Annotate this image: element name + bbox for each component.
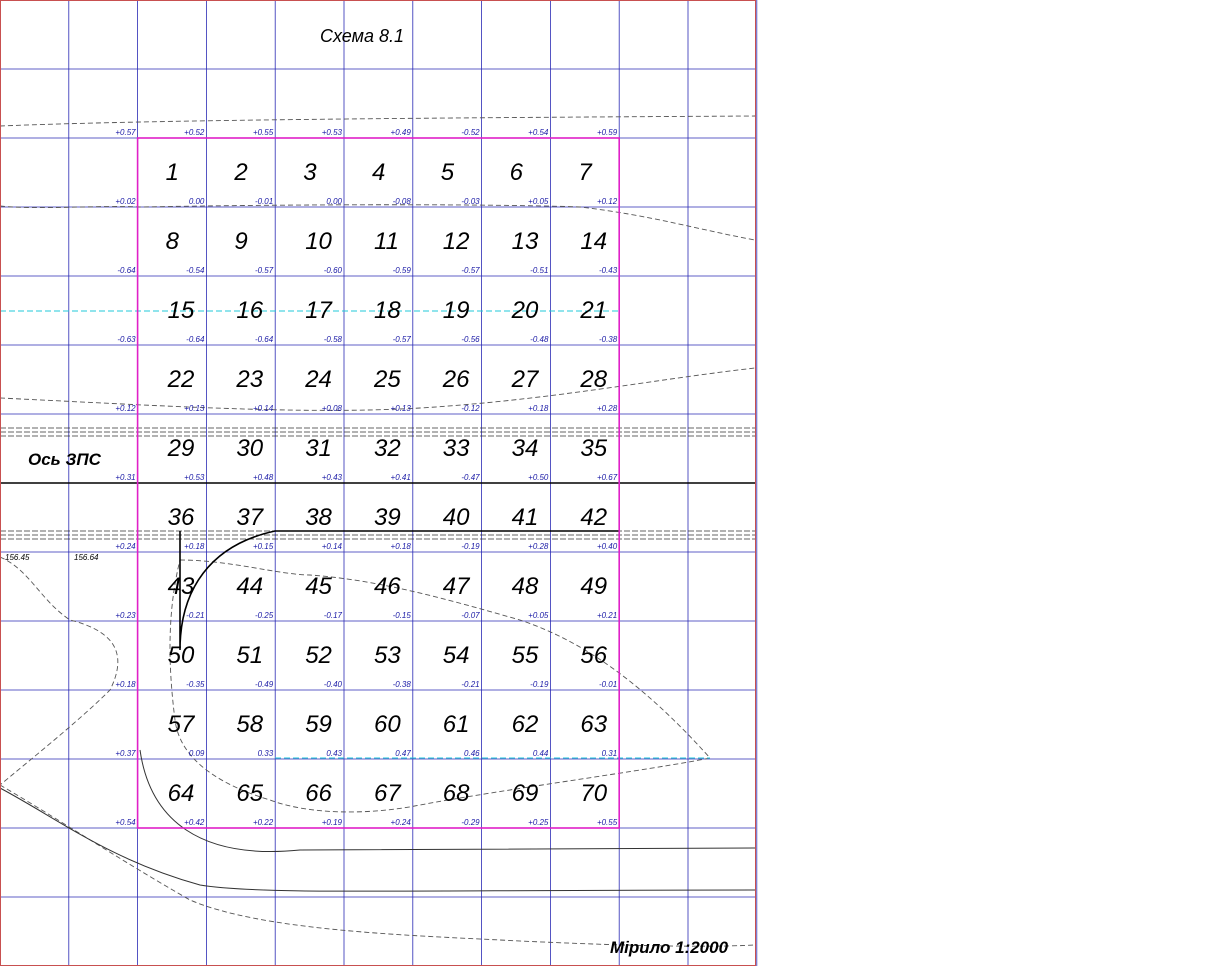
cell-number: 5	[440, 159, 455, 186]
cell-number: 38	[305, 504, 332, 531]
cell-number: 49	[580, 573, 608, 600]
cell-number: 35	[580, 435, 608, 462]
elevation-label: 0.00	[326, 197, 342, 206]
cell-number: 62	[511, 711, 539, 738]
elevation-label: -0.64	[117, 266, 136, 275]
elevation-label: -0.52	[461, 128, 480, 137]
cell-number: 24	[305, 366, 332, 393]
elevation-label: -0.57	[254, 266, 274, 275]
elevation-label: -0.40	[323, 680, 342, 689]
elevation-label: -0.15	[392, 611, 411, 620]
cell-number: 12	[442, 228, 470, 255]
elevation-label: -0.54	[186, 266, 205, 275]
cell-number: 39	[374, 504, 401, 531]
elevation-label: +0.55	[596, 818, 618, 827]
elevation-label: -0.64	[254, 335, 274, 344]
elevation-label: +0.12	[115, 404, 136, 413]
cell-number: 56	[580, 642, 608, 669]
cell-number: 60	[374, 711, 401, 738]
cell-number: 32	[374, 435, 401, 462]
cell-number: 31	[305, 435, 332, 462]
elevation-label: +0.52	[184, 128, 205, 137]
cell-number: 28	[580, 366, 608, 393]
cell-number: 27	[511, 366, 539, 393]
elevation-label: +0.18	[390, 542, 411, 551]
elevation-label: -0.38	[598, 335, 618, 344]
cell-number: 25	[374, 366, 401, 393]
cell-number: 47	[442, 573, 470, 600]
cell-number: 7	[578, 159, 592, 186]
cell-number: 2	[234, 159, 248, 186]
elevation-label: +0.24	[115, 542, 136, 551]
cell-number: 29	[167, 435, 195, 462]
benchmark-label: 156.64	[74, 553, 99, 562]
cell-number: 66	[305, 780, 332, 807]
cell-number: 14	[580, 228, 608, 255]
elevation-label: -0.12	[461, 404, 480, 413]
elevation-label: 0.31	[601, 749, 618, 758]
elevation-label: +0.08	[321, 404, 342, 413]
cell-number: 55	[511, 642, 539, 669]
elevation-label: +0.28	[596, 404, 618, 413]
cell-number: 48	[511, 573, 539, 600]
elevation-label: +0.67	[596, 473, 618, 482]
elevation-label: -0.51	[530, 266, 549, 275]
cell-number: 23	[236, 366, 264, 393]
cell-number: 64	[167, 780, 195, 807]
cell-number: 20	[511, 297, 539, 324]
elevation-label: +0.28	[528, 542, 549, 551]
elevation-label: -0.07	[461, 611, 480, 620]
cell-number: 30	[236, 435, 264, 462]
elevation-label: -0.56	[461, 335, 480, 344]
elevation-label: -0.57	[392, 335, 411, 344]
elevation-label: +0.54	[115, 818, 136, 827]
cell-number: 61	[442, 711, 470, 738]
elevation-label: +0.55	[252, 128, 274, 137]
elevation-label: +0.19	[321, 818, 342, 827]
elevation-label: +0.31	[115, 473, 136, 482]
elevation-label: -0.49	[254, 680, 274, 689]
contour-line	[0, 785, 755, 946]
cell-number: 1	[165, 159, 179, 186]
elevation-label: -0.60	[323, 266, 342, 275]
elevation-label: +0.18	[115, 680, 136, 689]
cell-number: 46	[374, 573, 401, 600]
diagram-title: Схема 8.1	[320, 26, 404, 46]
cell-number: 53	[374, 642, 401, 669]
elevation-label: -0.63	[117, 335, 136, 344]
elevation-label: 0.43	[326, 749, 342, 758]
cell-number: 69	[511, 780, 539, 807]
elevation-label: 0.09	[188, 749, 205, 758]
elevation-label: +0.18	[184, 542, 205, 551]
cell-number: 67	[374, 780, 401, 807]
elevation-label: -0.03	[461, 197, 480, 206]
elevation-label: +0.15	[252, 542, 274, 551]
elevation-label: +0.24	[390, 818, 411, 827]
cell-number: 4	[372, 159, 386, 186]
cell-number: 37	[236, 504, 264, 531]
cell-number: 19	[442, 297, 470, 324]
cell-number: 11	[374, 228, 399, 255]
elevation-label: +0.57	[115, 128, 136, 137]
cell-number: 40	[442, 504, 470, 531]
elevation-label: +0.40	[596, 542, 618, 551]
cell-number: 16	[236, 297, 264, 324]
elevation-label: -0.21	[461, 680, 480, 689]
elevation-label: -0.01	[254, 197, 274, 206]
benchmark-label: 156.45	[5, 553, 30, 562]
elevation-label: +0.50	[528, 473, 549, 482]
elevation-label: +0.25	[528, 818, 549, 827]
cell-number: 43	[167, 573, 195, 600]
elevation-label: +0.05	[528, 611, 549, 620]
runway-axis-label: Ось ЗПС	[28, 450, 101, 469]
elevation-label: +0.18	[528, 404, 549, 413]
elevation-label: +0.13	[390, 404, 411, 413]
elevation-label: +0.14	[252, 404, 274, 413]
cell-number: 52	[305, 642, 332, 669]
cell-number: 58	[236, 711, 264, 738]
elevation-label: +0.21	[596, 611, 618, 620]
elevation-label: +0.49	[390, 128, 411, 137]
elevation-label: -0.58	[323, 335, 342, 344]
elevation-label: -0.35	[186, 680, 205, 689]
elevation-label: -0.64	[186, 335, 205, 344]
elevation-label: +0.59	[596, 128, 618, 137]
elevation-label: 0.47	[395, 749, 411, 758]
elevation-label: 0.46	[464, 749, 480, 758]
elevation-label: +0.13	[184, 404, 205, 413]
elevation-label: -0.38	[392, 680, 411, 689]
cell-number: 18	[374, 297, 401, 324]
cell-number: 22	[167, 366, 195, 393]
elevation-label: +0.12	[596, 197, 618, 206]
elevation-label: -0.48	[530, 335, 549, 344]
cell-number: 65	[236, 780, 264, 807]
elevation-label: +0.48	[252, 473, 274, 482]
cell-number: 44	[236, 573, 264, 600]
cell-number: 59	[305, 711, 332, 738]
cell-number: 68	[442, 780, 470, 807]
cell-number: 54	[442, 642, 470, 669]
elevation-label: -0.21	[186, 611, 205, 620]
cell-number: 50	[167, 642, 195, 669]
elevation-label: -0.19	[530, 680, 549, 689]
cell-number: 15	[167, 297, 195, 324]
cell-number: 51	[236, 642, 264, 669]
cell-number: 70	[580, 780, 608, 807]
cell-number: 17	[305, 297, 332, 324]
cell-number: 45	[305, 573, 332, 600]
elevation-label: +0.43	[321, 473, 342, 482]
elevation-label: 0.00	[188, 197, 205, 206]
cell-number: 41	[511, 504, 539, 531]
elevation-label: +0.22	[252, 818, 274, 827]
elevation-label: +0.53	[184, 473, 205, 482]
elevation-label: -0.08	[392, 197, 411, 206]
cell-number: 3	[303, 159, 317, 186]
elevation-label: -0.59	[392, 266, 411, 275]
elevation-label: -0.57	[461, 266, 480, 275]
scale-label: Мірило 1:2000	[610, 938, 729, 957]
cell-number: 57	[167, 711, 195, 738]
cell-number: 63	[580, 711, 608, 738]
elevation-label: +0.02	[115, 197, 136, 206]
edge-lines	[0, 750, 755, 891]
elevation-label: -0.29	[461, 818, 480, 827]
elevation-label: +0.41	[390, 473, 411, 482]
cell-number: 8	[165, 228, 179, 255]
elevation-label: -0.01	[598, 680, 618, 689]
elevation-label: -0.43	[598, 266, 618, 275]
elevation-label: +0.37	[115, 749, 136, 758]
elevation-label: +0.54	[528, 128, 549, 137]
elevation-label: +0.42	[184, 818, 205, 827]
cell-number: 26	[442, 366, 470, 393]
elevation-label: 0.44	[532, 749, 549, 758]
cell-number: 13	[511, 228, 539, 255]
elevation-label: +0.05	[528, 197, 549, 206]
contour-line	[0, 116, 755, 126]
cell-number: 42	[580, 504, 608, 531]
cell-number: 10	[305, 228, 332, 255]
cell-number: 36	[167, 504, 195, 531]
cell-number: 21	[580, 297, 608, 324]
elevation-label: -0.25	[254, 611, 274, 620]
elevation-label: +0.14	[321, 542, 342, 551]
cell-number: 6	[509, 159, 523, 186]
elevation-label: 0.33	[257, 749, 274, 758]
cell-number: 33	[442, 435, 470, 462]
elevation-label: -0.19	[461, 542, 480, 551]
cell-number: 9	[234, 228, 248, 255]
elevation-label: -0.47	[461, 473, 480, 482]
cell-number: 34	[511, 435, 539, 462]
elevation-label: -0.17	[323, 611, 342, 620]
elevation-label: +0.53	[321, 128, 342, 137]
contour-line	[0, 557, 118, 785]
elevation-label: +0.23	[115, 611, 136, 620]
